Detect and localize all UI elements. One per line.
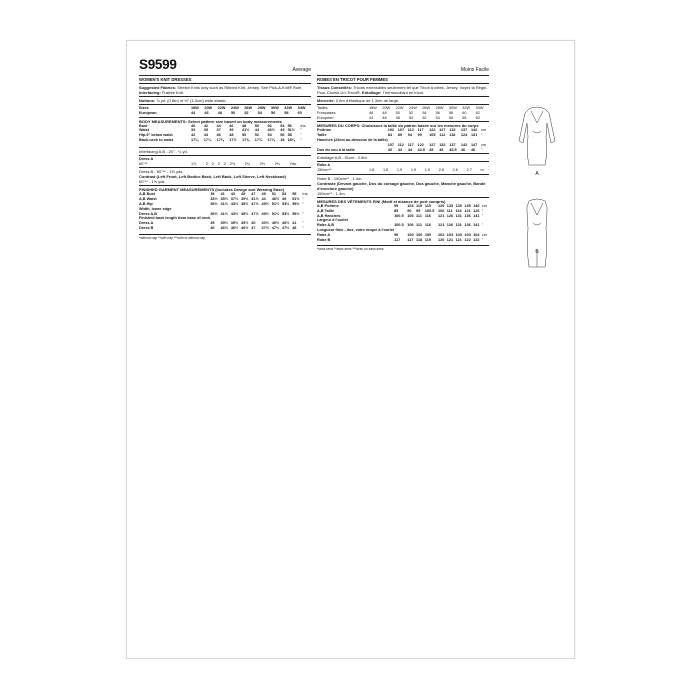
fr-difficulty: Moins Facile [460,67,489,73]
figures [507,101,567,286]
finished-row: Longueur finie - dos, votre nuque à l'ourlet [317,227,395,232]
finished-row: A,B Hanches 100.5 106 111 116 121 126 131 136 141 " [317,213,484,218]
en-contrast-yd: 60"** - 1⅝ yds. [139,179,166,185]
finished-row: Dress B 46 46½ 46½ 46½ 47 47½ 47½ 47½ 48 " [139,225,304,230]
finished-row: A,B Taille 85 90 95 100.5 106 111 116 121 126 " [317,208,484,213]
finished-row: A,B Hip 39½ 41½ 43½ 45½ 47½ 49½ 51½ 53½ 55½ " [139,201,304,206]
fr-robe-b: Robe B - 150cm** - 1.4m. [317,175,363,181]
body-row: Back-neck to waist 17⅛ 17¼ 17⅜ 17½ 17⅝ 17¾ 17⅞ 18 18⅛ " [139,137,302,142]
finished-row: Dress A 39 39½ 39½ 39½ 40 40½ 40½ 40½ 41 " [139,221,304,226]
en-dress-b: Dress B - 60"** - 1⅝ yds. [139,169,184,175]
en-body-title: BODY MEASUREMENTS: Select pattern size based on body measurements [139,118,282,124]
en-notions: Notions: ⅞ yd. (0.8m) of ½" (1.3cm) wide elastic. [139,98,227,103]
size-row: Sizes 18W 20W 22W 24W 26W 28W 30W 32W 34W [139,106,306,110]
fr-sizes-table [317,106,489,120]
body-row: Hip-9" below waist 42 44 46 48 50 52 54 56 58 " [139,133,302,138]
finished-row: A,B Bust 39 41 43 45 47 49 51 53 55 Ins. [139,192,309,197]
fr-interfacing-row: Entoilage A,B - 51cm - 0.8m [317,155,367,161]
body-row: Poitrine 102 107 112 117 122 127 132 137 142 cm [317,128,487,133]
body-row: Taille 84 89 94 99 105 112 118 124 131 " [317,133,483,138]
finished-row: Width, lower edge [139,206,172,211]
pattern-number: S9599 [139,57,177,72]
fr-finished-title: MESURES DES VÊTEMENTS FINI (Motif et aisance de port compris) [317,198,446,204]
fr-fabrics: Tissus Conseillés: Tricots extensibles seulement tel que Tricot à côtes, Jersey. Voyez la Règle-Pour-Choisir-Un-Tricot®. Entoilage: Thermocollant en tricot. [317,85,488,95]
body-row: Hanches (23cm au-dessous de la taille) [317,137,388,142]
body-row: Waist 33 35 37 39 41½ 44 46½ 49 51½ " [139,128,302,133]
finished-row: Finished back length from base of neck [139,216,211,221]
body-row: Dos du cou à la taille 43 44 44 44.5 45 45 45.5 46 46 " [317,147,483,152]
en-finished-table [139,192,311,230]
robe-a-values: 150cm** 1.8 1.8 1.9 1.9 1.9 2.6 2.6 2.7 m [317,168,484,173]
robe-a-row: Robe A [317,163,331,168]
fr-robe-a-table [317,163,489,173]
finished-row: A,B Waist 33½ 35½ 37½ 39½ 41½ 44 46½ 49 51½ " [139,197,304,202]
european-row: Européen 44 46 48 50 52 54 56 58 60 [317,115,480,120]
fr-title: ROBES EN TRICOT POUR FEMMES [317,77,388,82]
en-header [139,69,311,76]
size-row: Tailles 18W 20W 22W 24W 26W 28W 30W 32W 34W [317,106,484,110]
body-row: 107 112 117 122 127 132 137 142 147 cm [387,142,487,147]
finished-row: Robe A,B 100.5 106 111 116 121 126 131 136 141 " [317,223,484,228]
fr-contrast: Contraste (Devant gauche, Dos du corsage gauche, Dos gauche, Manche gauche, Bande d'encolure gauche) [317,180,486,191]
en-finished-title: FINISHED GARMENT MEASUREMENTS (Includes Design and Wearing Ease) [139,187,285,193]
figure-a-label: A [535,171,539,177]
en-footnote: *without nap **with nap ***with or without nap [139,235,206,240]
fr-body-title: MESURES DU CORPS: Choisissez la taille du patron basée sur les mesures du corps [317,123,479,129]
finished-row: Robe A 99 100 100 100 102 103 103 103 104 cm [317,232,487,237]
francaises-row: Françaises 46 48 50 52 54 56 58 60 62 [317,110,480,115]
fr-header [317,69,489,76]
english-column [139,69,311,241]
fr-contrast-yd: 150cm** - 1.4m. [317,190,346,196]
figure-b-label: B [535,249,539,255]
dress-a-row: Dress A [139,156,154,161]
fr-notions: Mercerie: 0.8m d'élastique de 1.3cm de large. [317,98,400,103]
finished-row: Dress A,B 39½ 41½ 43½ 45½ 47½ 49½ 51½ 53½ 55½ " [139,211,304,216]
fr-finished-table [317,204,489,242]
fr-body-table [317,128,489,152]
en-contrast: Contrast (Left Front, Left Bodice Back, Left Back, Left Sleeve, Left Neckband) [139,174,286,180]
body-row: Bust 40 42 44 46 48 50 52 54 56 Ins. [139,123,307,128]
dress-a-values: 60"** 1⅞ 2 2 2 2 2⅛ 2¼ 2⅜ 2⅜ Yds. [139,161,298,166]
european-row: European 44 46 48 50 52 54 56 58 60 [139,110,302,115]
en-body-table [139,124,311,143]
en-title: WOMEN'S KNIT DRESSES [139,77,192,82]
en-difficulty: Average [292,67,311,73]
fr-footnote: *sans sens **avec sens ***avec ou sans sens [317,247,384,252]
en-interfacing-row: Interfacing A,B - 20" - ¼ yd. [139,148,188,154]
french-column [317,69,489,252]
finished-row: Robe B 117 117 118 119 120 121 121 122 122 " [317,237,484,242]
en-fabrics: Suggested Fabrics: Stretch Knits only such as Ribbed Knit, Jersey. See Pick-A-Knit® Rule. Interfacing: Fusible Knit. [139,85,303,95]
finished-row: A,B Poitrine 99 104 110 115 120 125 130 135 140 cm [317,203,487,208]
pattern-sheet [126,40,575,659]
en-sizes-table [139,106,311,116]
en-dress-a-table [139,157,311,167]
finished-row: Largeur à l'ourlet [317,218,348,223]
